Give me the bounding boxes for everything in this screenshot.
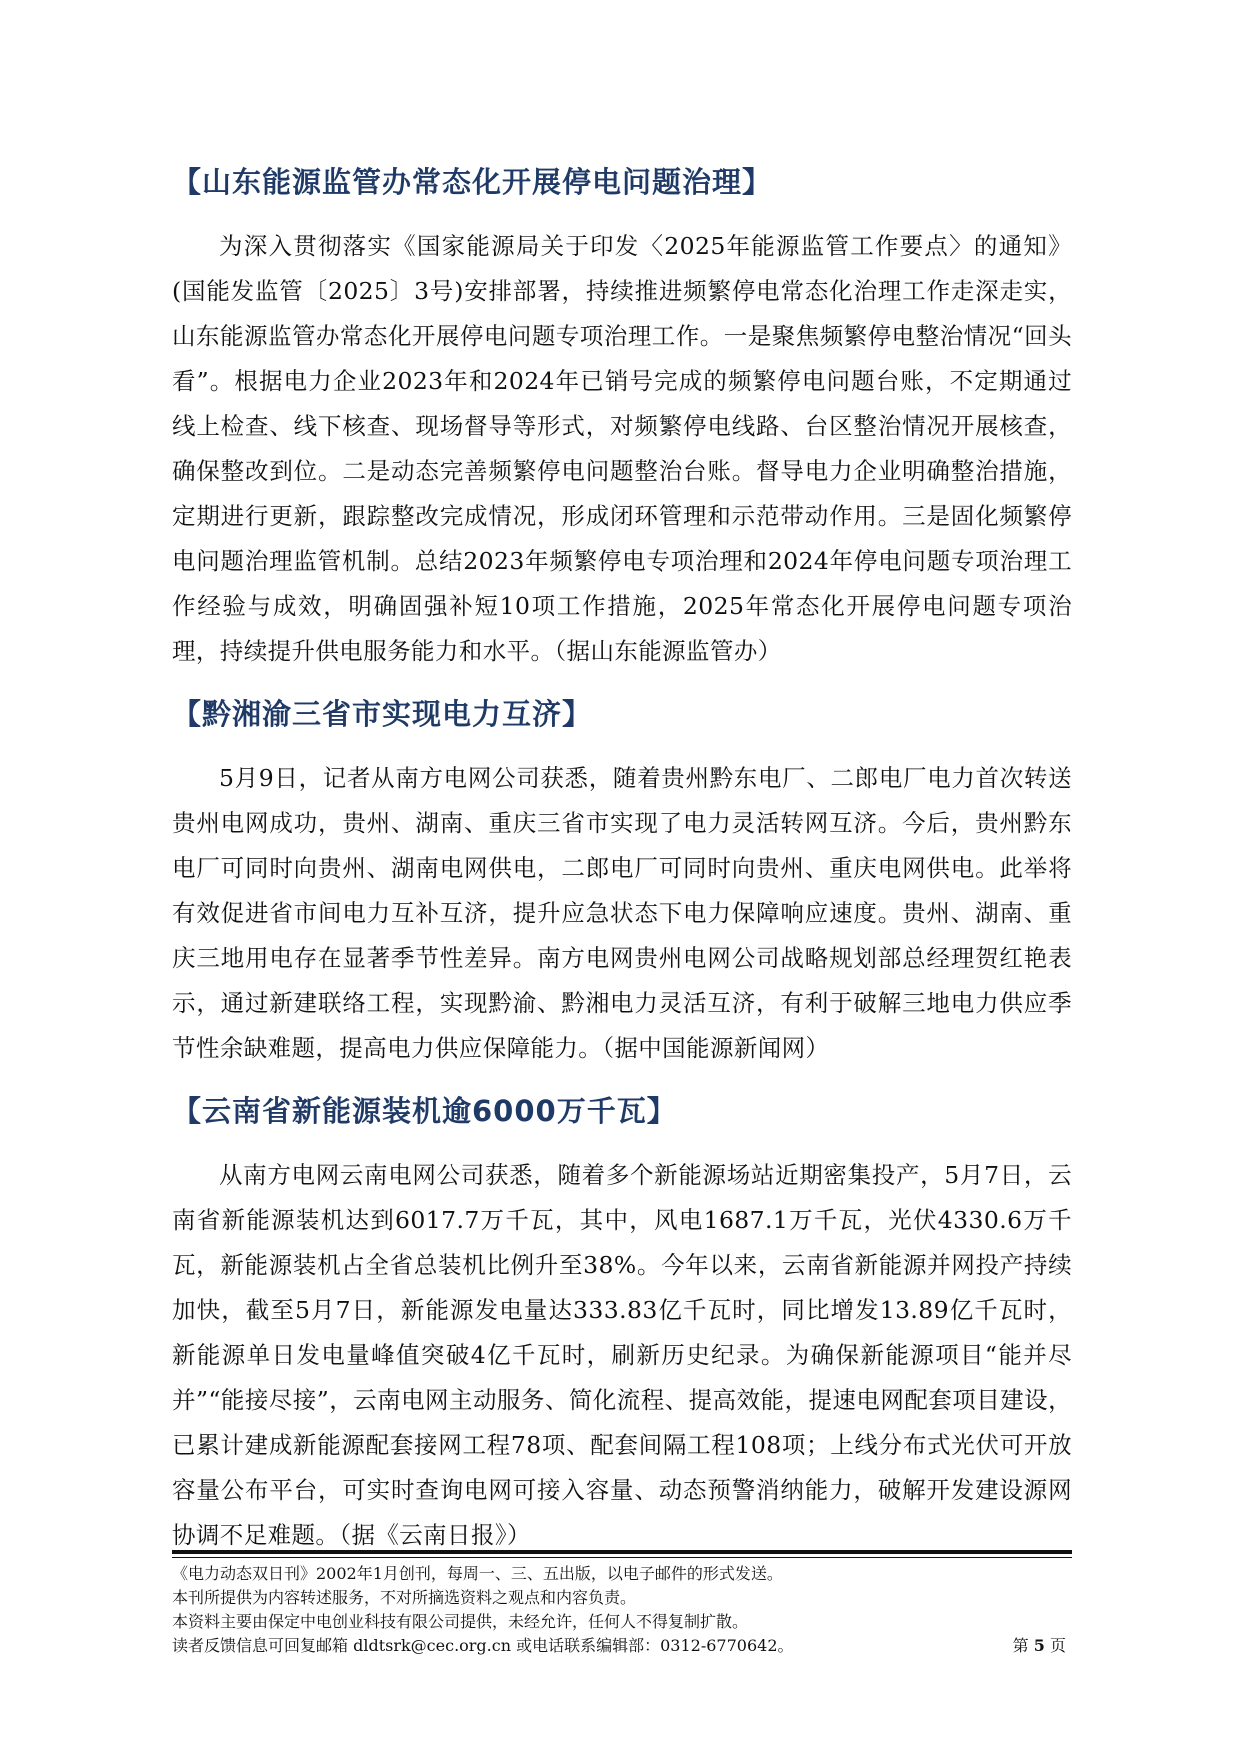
footer-line-copyright: 本资料主要由保定中电创业科技有限公司提供，未经允许，任何人不得复制扩散。	[172, 1612, 749, 1631]
section-title-qian-xiang-yu: 【黔湘渝三省市实现电力互济】	[172, 697, 593, 731]
page-number: 5	[1033, 1636, 1045, 1655]
footer-line-disclaimer: 本刊所提供为内容转述服务，不对所摘选资料之观点和内容负责。	[172, 1588, 637, 1607]
footer-line-founding: 《电力动态双日刊》2002年1月创刊，每周一、三、五出版，以电子邮件的形式发送。	[172, 1564, 783, 1583]
article-content	[172, 160, 1072, 1576]
section-body-yunnan: 从南方电网云南电网公司获悉，随着多个新能源场站近期密集投产，5月7日，云南省新能源装机达到6017.7万千瓦，其中，风电1687.1万千瓦，光伏4330.6万千瓦，新能源装机占全省总装机比例升至38%。今年以来，云南省新能源并网投产持续加快，截至5月7日，新能源发电量达333.83亿千瓦时，同比增发13.89亿千瓦时，新能源单日发电量峰值突破4亿千瓦时，刷新历史纪录。为确保新能源项目“能并尽并”“能接尽接”，云南电网主动服务、简化流程、提高效能，提速电网配套项目建设，已累计建成新能源配套接网工程78项、配套间隔工程108项；上线分布式光伏可开放容量公布平台，可实时查询电网可接入容量、动态预警消纳能力，破解开发建设源网协调不足难题。（据《云南日报》）	[172, 1161, 1072, 1549]
section-title-shandong: 【山东能源监管办常态化开展停电问题治理】	[172, 165, 773, 199]
footer-divider-thin	[172, 1557, 1072, 1558]
footer-line-contact: 读者反馈信息可回复邮箱 dldtsrk@cec.org.cn 或电话联系编辑部：0312-6770642。	[172, 1636, 794, 1655]
footer-line-contact-row	[172, 1634, 1072, 1658]
page-number-label	[1013, 1634, 1072, 1658]
footer-divider-thick	[172, 1550, 1072, 1554]
section-body-shandong: 为深入贯彻落实《国家能源局关于印发〈2025年能源监管工作要点〉的通知》(国能发监管〔2025〕3号)安排部署，持续推进频繁停电常态化治理工作走深走实，山东能源监管办常态化开展停电问题专项治理工作。一是聚焦频繁停电整治情况“回头看”。根据电力企业2023年和2024年已销号完成的频繁停电问题台账，不定期通过线上检查、线下核查、现场督导等形式，对频繁停电线路、台区整治情况开展核查，确保整改到位。二是动态完善频繁停电问题整治台账。督导电力企业明确整治措施，定期进行更新，跟踪整改完成情况，形成闭环管理和示范带动作用。三是固化频繁停电问题治理监管机制。总结2023年频繁停电专项治理和2024年停电问题专项治理工作经验与成效，明确固强补短10项工作措施，2025年常态化开展停电问题专项治理，持续提升供电服务能力和水平。（据山东能源监管办）	[172, 232, 1072, 665]
page-prefix: 第	[1012, 1636, 1029, 1655]
section-body-qian-xiang-yu: 5月9日，记者从南方电网公司获悉，随着贵州黔东电厂、二郎电厂电力首次转送贵州电网成功，贵州、湖南、重庆三省市实现了电力灵活转网互济。今后，贵州黔东电厂可同时向贵州、湖南电网供电，二郎电厂可同时向贵州、重庆电网供电。此举将有效促进省市间电力互补互济，提升应急状态下电力保障响应速度。贵州、湖南、重庆三地用电存在显著季节性差异。南方电网贵州电网公司战略规划部总经理贺红艳表示，通过新建联络工程，实现黔渝、黔湘电力灵活互济，有利于破解三地电力供应季节性余缺难题，提高电力供应保障能力。（据中国能源新闻网）	[172, 764, 1072, 1062]
page-suffix: 页	[1049, 1636, 1066, 1655]
page-footer	[172, 1562, 1072, 1658]
section-title-yunnan: 【云南省新能源装机逾6000万千瓦】	[172, 1094, 677, 1128]
